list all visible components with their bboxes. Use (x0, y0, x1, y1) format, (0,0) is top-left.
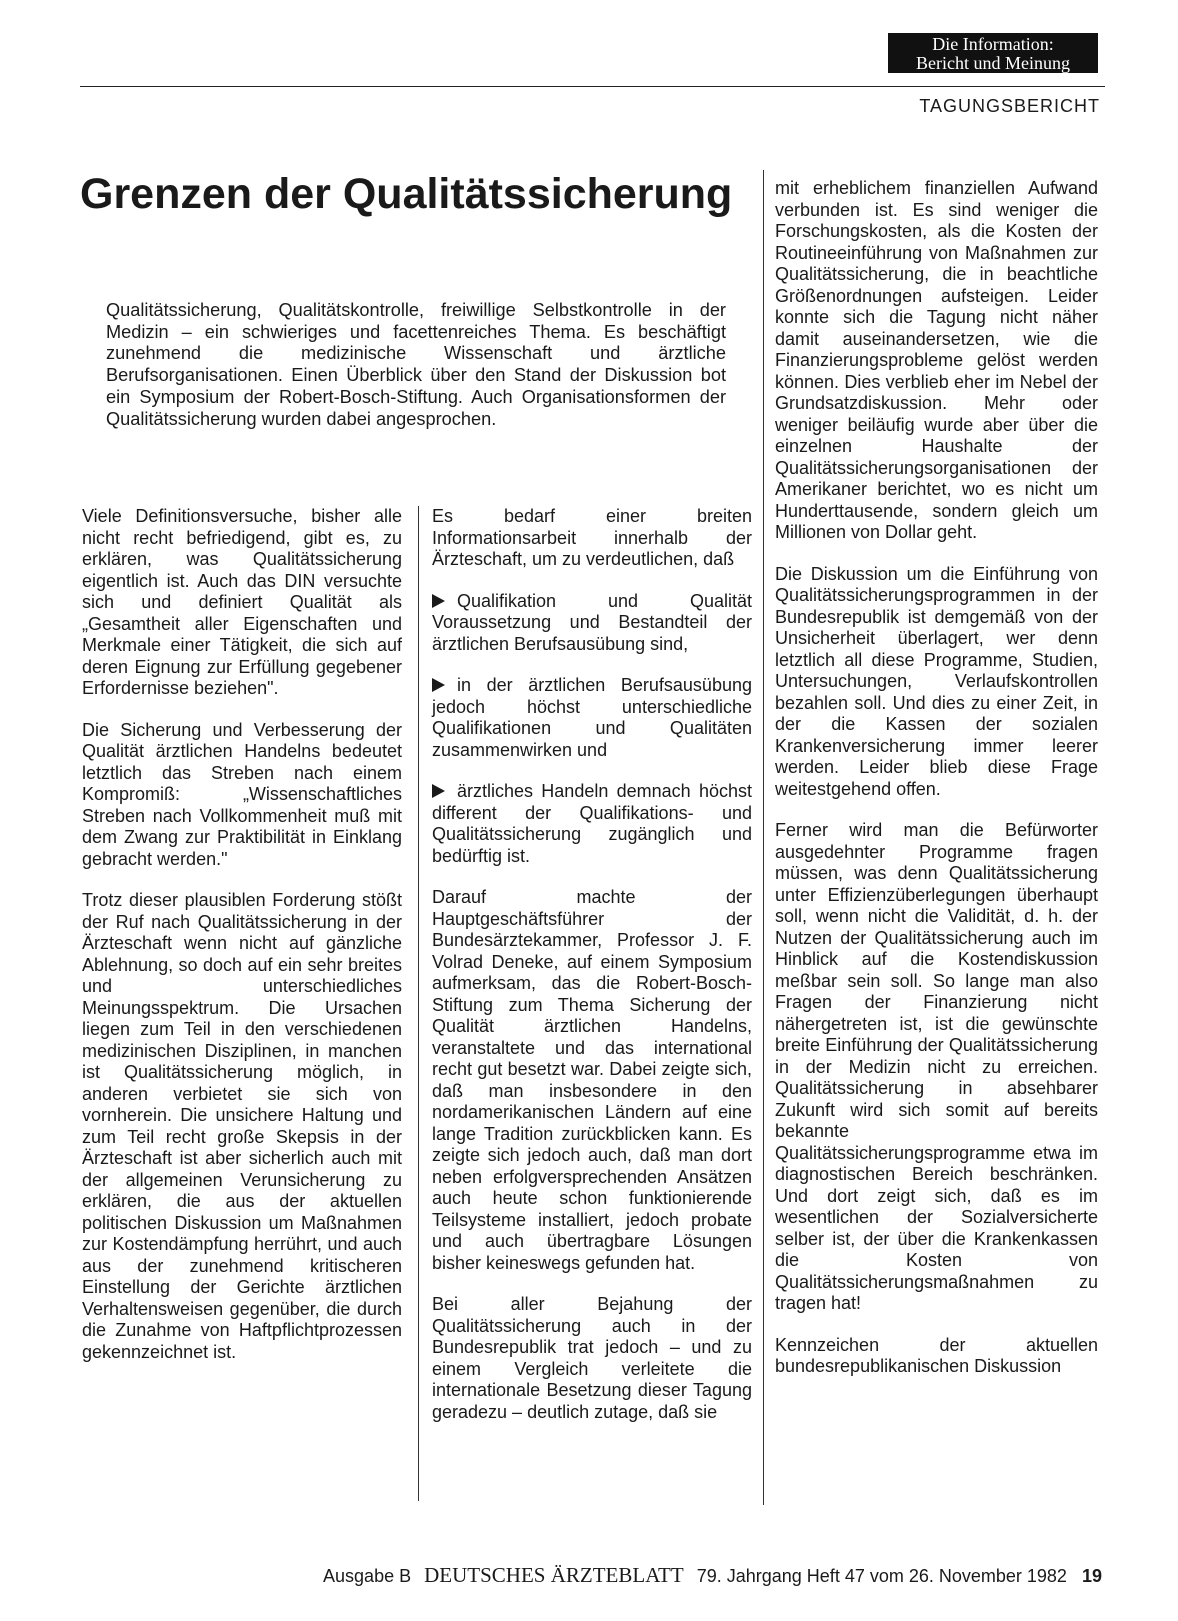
bullet-item (432, 675, 752, 761)
bullet-text: Qualifikation und Qualität Voraussetzung und Bestandteil der ärztlichen Berufsausübung sind, (432, 590, 752, 654)
paragraph: Es bedarf einer breiten Informationsarbeit innerhalb der Ärzteschaft, um zu verdeutlichen, daß (432, 506, 752, 569)
bullet-item (432, 591, 752, 656)
bullet-text: ärztliches Handeln demnach höchst different der Qualifikations- und Qualitätssicherung zugänglich und bedürftig ist. (432, 781, 752, 866)
paragraph: Bei aller Bejahung der Qualitätssicherung auch in der Bundesrepublik trat jedoch – und zu einem Vergleich verleitete die internationale Besetzung dieser Tagung geradezu – deutlich zutage, daß sie (432, 1294, 752, 1422)
article-title: Grenzen der Qualitätssicherung (80, 170, 733, 218)
paragraph: Ferner wird man die Befürworter ausgedehnter Programme fragen müssen, was denn Qualitätssicherung unter Effizienzüberlegungen überhaupt soll, wenn nicht die Validität, d. h. der Nutzen der Qualitätssicherung auch im Hinblick auf die Kostendiskussion meßbar sein soll. So lange man also Fragen der Finanzierung nicht nähergetreten ist, ist die gewünschte breite Einführung der Qualitätssicherung in der Medizin nicht zu erreichen. Qualitätssicherung in absehbarer Zukunft wird sich somit auf bereits bekannte Qualitätssicherungsprogramme etwa im diagnostischen Bereich beschränken. Und dort zeigt sich, daß es im wesentlichen der Sozialversicherte selber ist, der über die Krankenkassen die Kosten von Qualitätssicherungsmaßnahmen zu tragen hat! (775, 820, 1098, 1313)
section-label: TAGUNGSBERICHT (919, 96, 1100, 116)
paragraph: Trotz dieser plausiblen Forderung stößt der Ruf nach Qualitätssicherung in der Ärzteschaft wenn nicht auf gänzliche Ablehnung, so doch auf ein sehr breites und unterschiedliches Meinungsspektrum. Die Ursachen liegen zum Teil in den verschiedenen medizinischen Disziplinen, in manchen ist Qualitätssicherung möglich, in anderen verbietet sie sich von vornherein. Die unsichere Haltung und zum Teil recht große Skepsis in der Ärzteschaft ist aber sicherlich auch mit der allgemeinen Verunsicherung zu erklären, die aus der aktuellen politischen Diskussion um Maßnahmen zur Kostendämpfung herrührt, und auch aus der zunehmend kritischeren Einstellung der Gerichte ärztlichen Verhaltensweisen gegenüber, die durch die Zunahme von Haftpflichtprozessen gekennzeichnet ist. (82, 890, 402, 1362)
header-rule (80, 86, 1105, 87)
badge-line-2: Bericht und Meinung (916, 53, 1070, 73)
section-badge (888, 33, 1098, 73)
text-column-2 (432, 506, 752, 1443)
text-column-1 (82, 506, 402, 1383)
paragraph: Die Diskussion um die Einführung von Qualitätssicherungsprogrammen in der Bundesrepublik ist demgemäß von der Unsicherheit überlagert, wer denn letztlich all diese Programme, Studien, Untersuchungen, Verlaufskontrollen bezahlen soll. Und dies zu einer Zeit, in der die Kassen der sozialen Krankenversicherung immer leerer werden. Leider blieb diese Frage weitestgehend offen. (775, 563, 1098, 799)
triangle-bullet-icon (432, 678, 445, 692)
column-divider-1 (418, 506, 419, 1501)
article-lead: Qualitätssicherung, Qualitätskontrolle, freiwillige Selbstkontrolle in der Medizin – ein schwieriges und facettenreiches Thema. Es beschäftigt zunehmend die medizinische Wissenschaft und ärztliche Berufsorganisationen. Einen Überblick über den Stand der Diskussion bot ein Symposium der Robert-Bosch-Stiftung. Auch Organisationsformen der Qualitätssicherung wurden dabei angesprochen. (106, 300, 726, 429)
footer-issue: 79. Jahrgang Heft 47 vom 26. November 1982 (696, 1566, 1067, 1586)
paragraph: Die Sicherung und Verbesserung der Qualität ärztlichen Handelns bedeutet letztlich das Streben nach einem Kompromiß: „Wissenschaftliches Streben nach Vollkommenheit muß mit dem Zwang zur Praktibilität in Einklang gebracht werden." (82, 719, 402, 869)
page-footer (323, 1563, 1102, 1588)
page-number: 19 (1081, 1566, 1102, 1586)
paragraph: Kennzeichen der aktuellen bundesrepublikanischen Diskussion (775, 1334, 1098, 1376)
triangle-bullet-icon (432, 784, 445, 798)
paragraph: Darauf machte der Hauptgeschäftsführer der Bundesärztekammer, Professor J. F. Volrad Deneke, auf einem Symposium aufmerksam, das die Robert-Bosch-Stiftung zum Thema Sicherung der Qualität ärztlichen Handelns, veranstaltete und das international recht gut besetzt war. Dabei zeigte sich, daß man insbesondere in den nordamerikanischen Ländern auf eine lange Tradition zurückblicken kann. Es zeigte sich jedoch auch, daß man dort neben erfolgversprechenden Ansätzen auch heute schon funktionierende Teilsysteme installiert, jedoch probate und auch übertragbare Lösungen bisher keineswegs gefunden hat. (432, 887, 752, 1273)
footer-edition: Ausgabe B (323, 1566, 412, 1586)
paragraph: Viele Definitionsversuche, bisher alle nicht recht befriedigend, gibt es, zu erklären, was Qualitätssicherung eigentlich ist. Auch das DIN versuchte sich und definiert Qualität als „Gesamtheit aller Eigenschaften und Merkmale einer Tätigkeit, die sich auf deren Eignung zur Erfüllung gegebener Erfordernisse beziehen". (82, 506, 402, 698)
bullet-text: in der ärztlichen Berufsausübung jedoch höchst unterschiedliche Qualifikationen und Qualitäten zusammenwirken und (432, 675, 752, 760)
text-column-3 (775, 178, 1098, 1398)
column-divider-2 (763, 170, 764, 1505)
paragraph: mit erheblichem finanziellen Aufwand verbunden ist. Es sind weniger die Forschungskosten, als die Kosten der Routineeinführung von Maßnahmen zur Qualitätssicherung, die in beachtliche Größenordnungen aufsteigen. Leider konnte sich die Tagung nicht näher damit auseinandersetzen, wie die Finanzierungsprobleme gelöst werden können. Dies verblieb eher im Nebel der Grundsatzdiskussion. Mehr oder weniger beiläufig wurde aber über die einzelnen Haushalte der Qualitätssicherungsorganisationen der Amerikaner berichtet, wo es nicht um Hunderttausende, sondern gleich um Millionen von Dollar geht. (775, 178, 1098, 542)
footer-journal: DEUTSCHES ÄRZTEBLATT (424, 1563, 684, 1587)
bullet-item (432, 781, 752, 867)
badge-line-1: Die Information: (932, 34, 1054, 54)
triangle-bullet-icon (432, 594, 445, 608)
